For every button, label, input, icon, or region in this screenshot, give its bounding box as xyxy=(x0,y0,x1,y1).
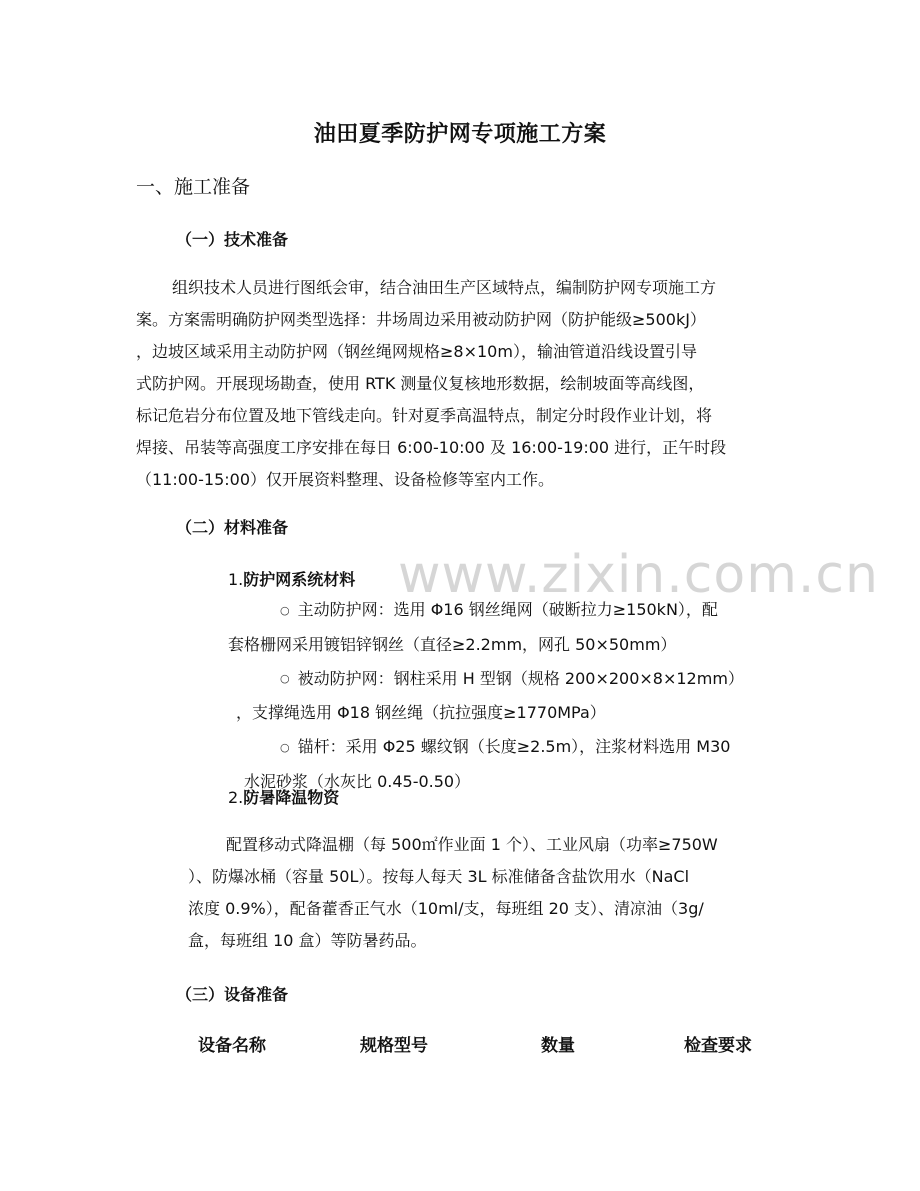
item-number: 1. xyxy=(228,570,244,589)
numbered-item-protection-materials xyxy=(228,567,355,590)
paragraph-line: 浓度 0.9%），配备藿香正气水（10ml/支，每班组 20 支）、清凉油（3g/ xyxy=(188,899,704,918)
list-item-continuation: 套格栅网采用镀铝锌钢丝（直径≥2.2mm，网孔 50×50mm） xyxy=(228,634,677,654)
paragraph-line: （11:00-15:00）仅开展资料整理、设备检修等室内工作。 xyxy=(136,470,554,489)
list-item-continuation: ，支撑绳选用 Φ18 钢丝绳（抗拉强度≥1770MPa） xyxy=(236,703,606,722)
subsection-heading-materials: （二）材料准备 xyxy=(176,518,289,537)
heat-supplies-paragraph xyxy=(188,829,788,957)
list-item-text: 被动防护网：钢柱采用 H 型钢（规格 200×200×8×12mm） xyxy=(297,668,744,688)
document-title: 油田夏季防护网专项施工方案 xyxy=(313,122,607,147)
item-label: 防护网系统材料 xyxy=(243,570,356,589)
table-header-model: 规格型号 xyxy=(360,1036,428,1056)
paragraph-line: 盒，每班组 10 盒）等防暑药品。 xyxy=(188,931,427,950)
table-header-equipment-name: 设备名称 xyxy=(198,1036,266,1056)
watermark: www.zixin.com.cn xyxy=(398,545,879,605)
list-item-text: 主动防护网：选用 Φ16 钢丝绳网（破断拉力≥150kN），配 xyxy=(297,600,718,619)
subsection-heading-equipment: （三）设备准备 xyxy=(176,985,289,1004)
technical-prep-paragraph xyxy=(136,272,786,496)
hollow-bullet-icon: ○ xyxy=(280,672,290,685)
paragraph-line: ，边坡区域采用主动防护网（钢丝绳网规格≥8×10m），输油管道沿线设置引导 xyxy=(136,342,697,361)
item-label: 防暑降温物资 xyxy=(243,788,340,807)
paragraph-line: ）、防爆冰桶（容量 50L）。按每人每天 3L 标准储备含盐饮用水（NaCl xyxy=(188,867,690,886)
list-item xyxy=(244,662,789,697)
bullet-list-protection-materials xyxy=(228,593,789,799)
paragraph-line: 案。方案需明确防护网类型选择：井场周边采用被动防护网（防护能级≥500kJ） xyxy=(136,310,706,329)
list-item-text: 锚杆：采用 Φ25 螺纹钢（长度≥2.5m），注浆材料选用 M30 xyxy=(297,737,731,756)
list-item xyxy=(244,593,789,628)
paragraph-line: 标记危岩分布位置及地下管线走向。针对夏季高温特点，制定分时段作业计划，将 xyxy=(136,406,713,425)
paragraph-line: 配置移动式降温棚（每 500㎡作业面 1 个）、工业风扇（功率≥750W xyxy=(226,835,718,854)
paragraph-line: 式防护网。开展现场勘查，使用 RTK 测量仪复核地形数据，绘制坡面等高线图， xyxy=(136,374,705,393)
hollow-bullet-icon: ○ xyxy=(280,603,290,617)
item-number: 2. xyxy=(228,788,244,807)
paragraph-line: 焊接、吊装等高强度工序安排在每日 6:00-10:00 及 16:00-19:00 进行，正午时段 xyxy=(136,438,727,457)
list-item xyxy=(244,730,789,765)
hollow-bullet-icon: ○ xyxy=(280,740,290,754)
subsection-heading-technical: （一）技术准备 xyxy=(176,230,289,249)
section-heading-preparation: 一、施工准备 xyxy=(136,176,251,198)
paragraph-line: 组织技术人员进行图纸会审，结合油田生产区域特点，编制防护网专项施工方 xyxy=(172,278,717,297)
table-header-inspection: 检查要求 xyxy=(684,1036,752,1056)
list-item-continuation: 水泥砂浆（水灰比 0.45-0.50） xyxy=(244,771,471,791)
table-header-quantity: 数量 xyxy=(541,1036,575,1056)
numbered-item-heat-supplies xyxy=(228,785,339,808)
